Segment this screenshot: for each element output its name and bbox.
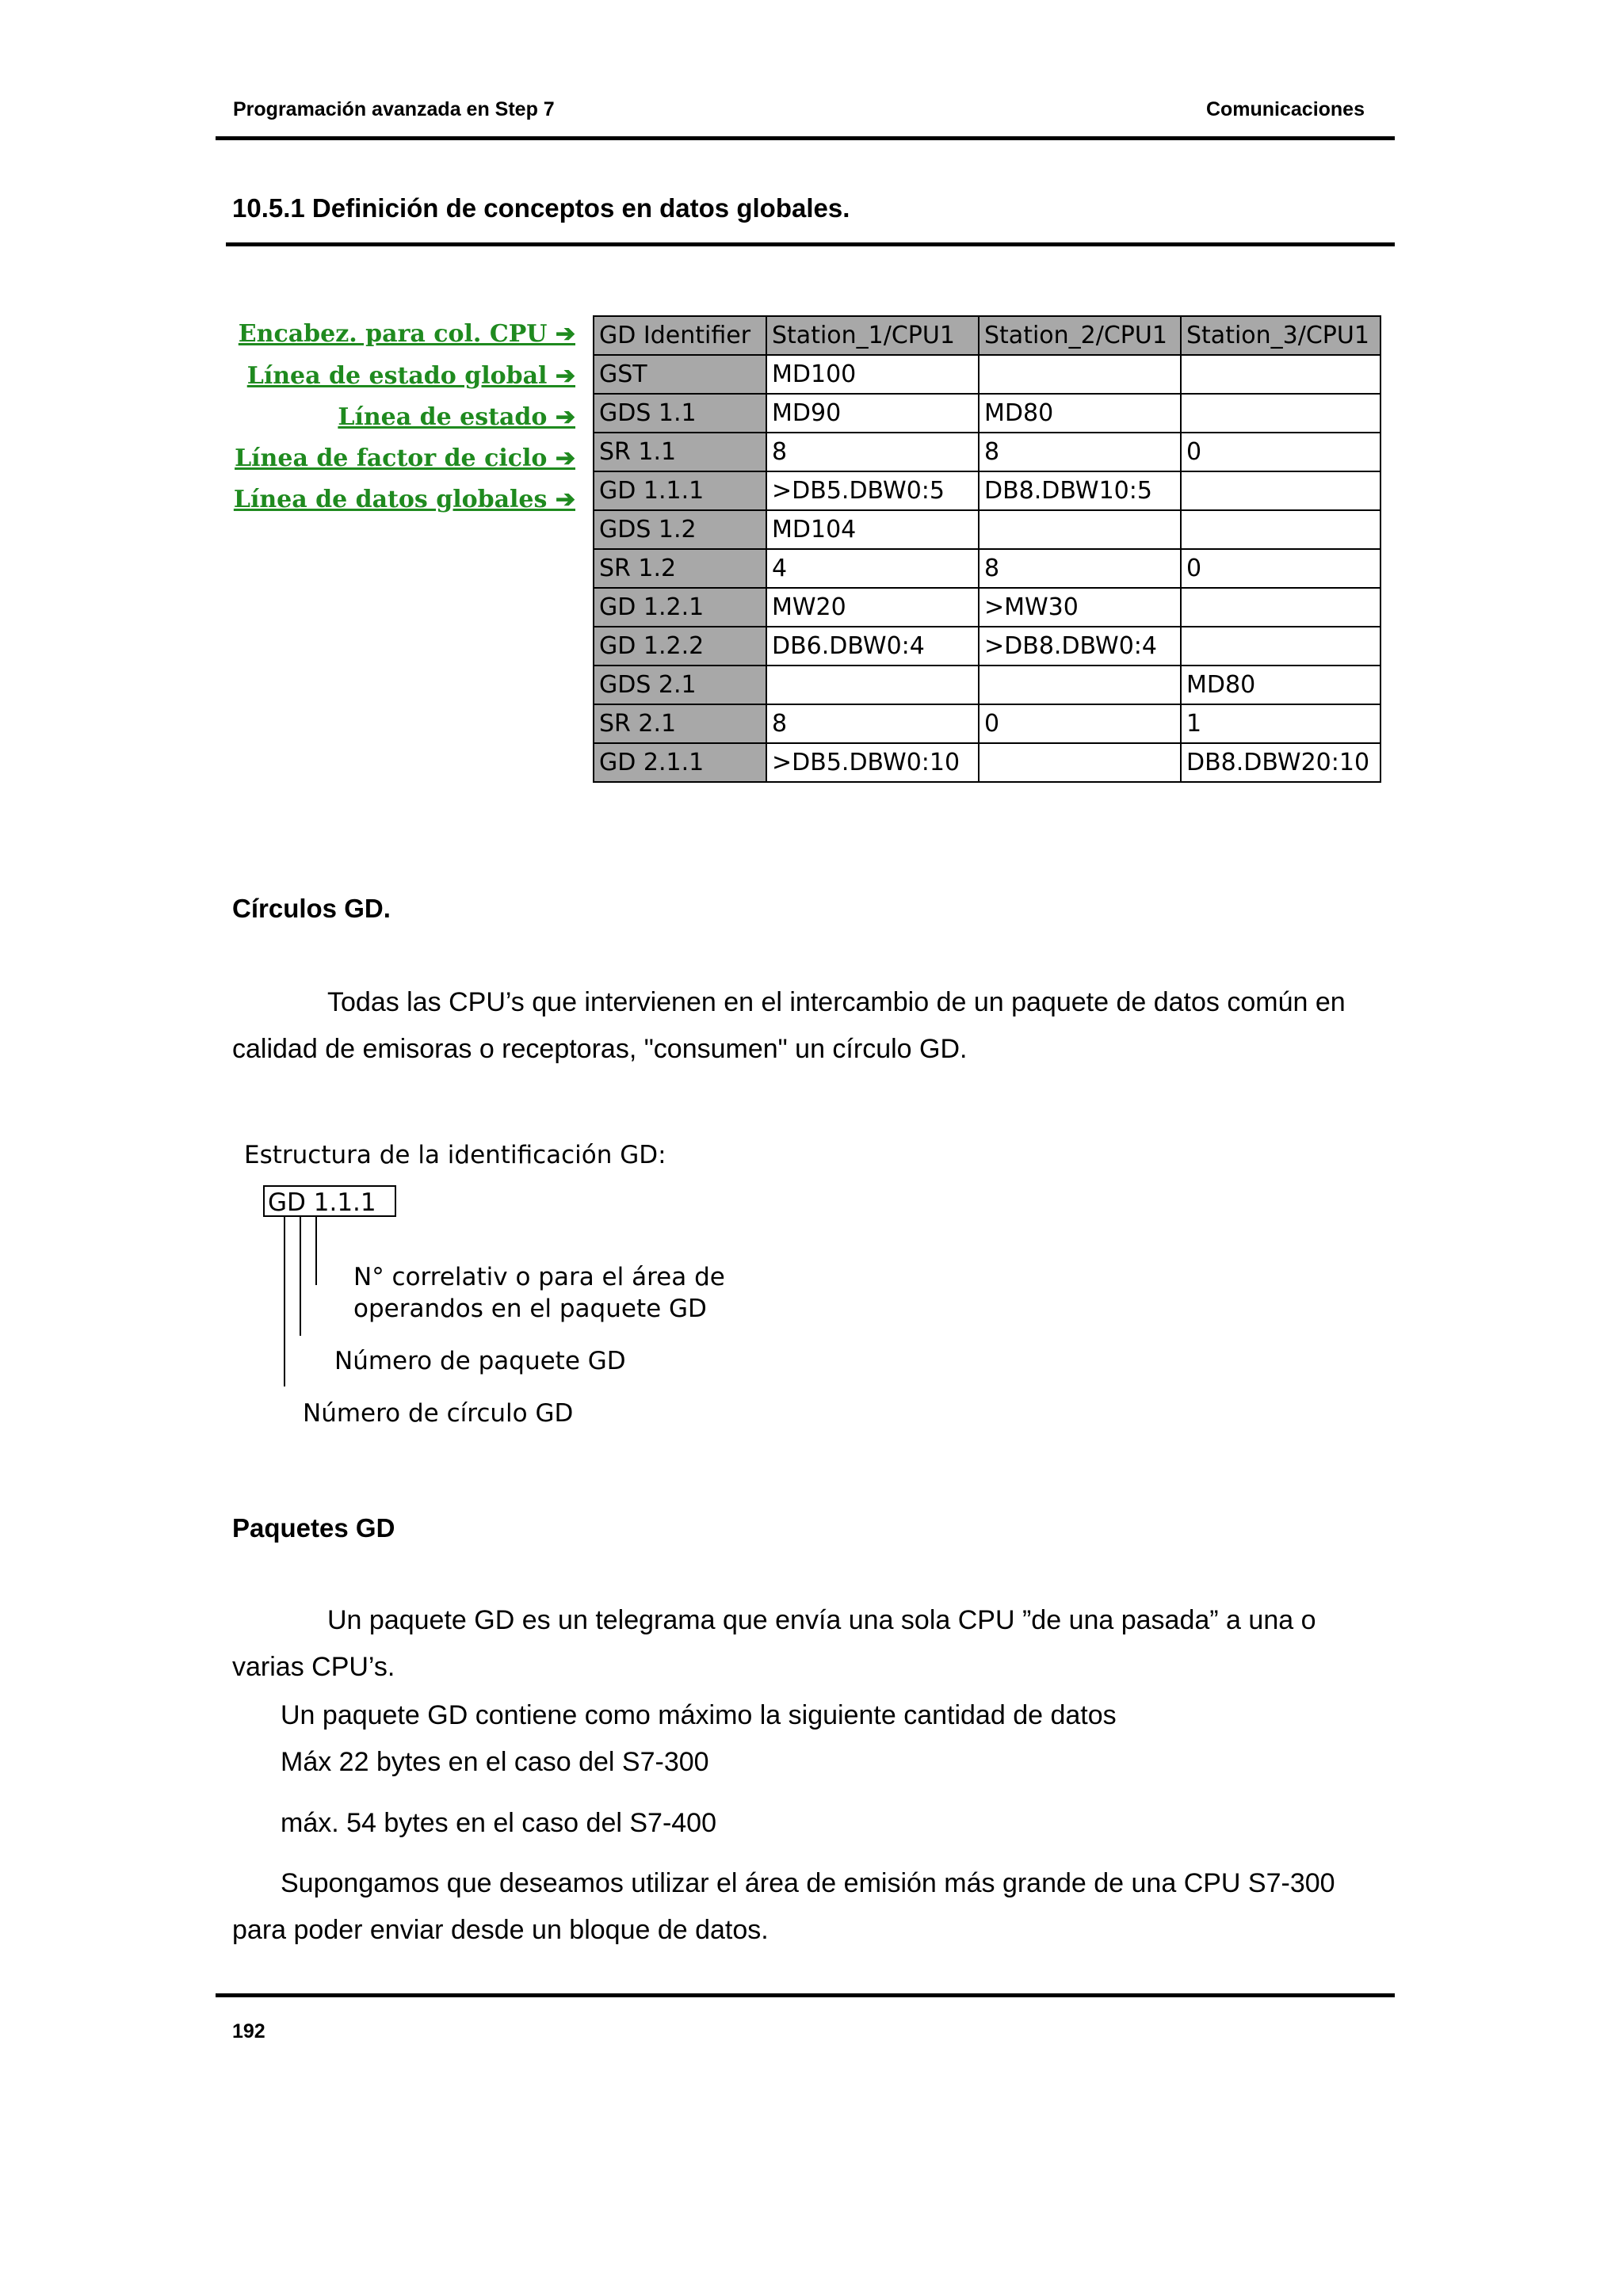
paquetes-line-s7-300: Máx 22 bytes en el caso del S7-300 [281, 1747, 709, 1777]
table-cell: >MW30 [979, 588, 1181, 627]
table-header-cell: GD Identifier [594, 316, 766, 355]
table-cell: MD100 [766, 355, 979, 394]
legend-item-cpu-header: Encabez. para col. CPU ➔ [238, 320, 575, 348]
table-cell: MD80 [1181, 666, 1381, 704]
legend-item-global-data: Línea de datos globales ➔ [233, 486, 575, 513]
table-row [594, 471, 1381, 510]
table-row [594, 588, 1381, 627]
table-row [594, 549, 1381, 588]
paquetes-paragraph [232, 1597, 1391, 1691]
table-cell [1181, 588, 1381, 627]
circulos-paragraph-line-2: calidad de emisoras o receptoras, "consumen" un círculo GD. [232, 1034, 968, 1064]
table-cell [1181, 355, 1381, 394]
table-cell [979, 355, 1181, 394]
table-cell: >DB5.DBW0:5 [766, 471, 979, 510]
table-cell: GDS 2.1 [594, 666, 766, 704]
diagram-line-packet [300, 1217, 301, 1336]
table-cell: 8 [979, 549, 1181, 588]
table-cell: GDS 1.2 [594, 510, 766, 549]
paquetes-paragraph-2-line-2: para poder enviar desde un bloque de datos. [232, 1915, 769, 1945]
diagram-label-packet: Número de paquete GD [334, 1347, 626, 1375]
table-row [594, 394, 1381, 433]
table-row [594, 433, 1381, 471]
legend-item-global-status: Línea de estado global ➔ [246, 362, 575, 390]
table-cell [1181, 471, 1381, 510]
header-right: Comunicaciones [1205, 98, 1365, 120]
table-header-row [594, 316, 1381, 355]
table-cell: MD90 [766, 394, 979, 433]
table-cell: DB8.DBW10:5 [979, 471, 1181, 510]
header-left: Programación avanzada en Step 7 [233, 98, 555, 120]
table-cell: GD 1.1.1 [594, 471, 766, 510]
diagram-title: Estructura de la identificación GD: [244, 1141, 666, 1169]
table-cell [766, 666, 979, 704]
table-cell: 4 [766, 549, 979, 588]
table-row [594, 627, 1381, 666]
paquetes-line-max-data: Un paquete GD contiene como máximo la siguiente cantidad de datos [281, 1700, 1117, 1730]
table-cell: 0 [979, 704, 1181, 743]
table-row [594, 355, 1381, 394]
table-cell: >DB8.DBW0:4 [979, 627, 1181, 666]
gd-table [593, 315, 1381, 783]
table-cell: >DB5.DBW0:10 [766, 743, 979, 782]
diagram-label-operand-2: operandos en el paquete GD [353, 1295, 707, 1323]
table-cell: MD80 [979, 394, 1181, 433]
table-cell: 8 [979, 433, 1181, 471]
table-cell [1181, 510, 1381, 549]
table-cell [979, 666, 1181, 704]
table-header-cell: Station_3/CPU1 [1181, 316, 1381, 355]
diagram-label-circle: Número de círculo GD [303, 1399, 574, 1428]
table-row [594, 704, 1381, 743]
paquetes-paragraph-2-line-1: Supongamos que deseamos utilizar el área de emisión más grande de una CPU S7-300 [281, 1868, 1335, 1898]
table-cell: MD104 [766, 510, 979, 549]
table-row [594, 510, 1381, 549]
table-cell: GST [594, 355, 766, 394]
paquetes-line-s7-400: máx. 54 bytes en el caso del S7-400 [281, 1808, 716, 1838]
circulos-paragraph-line-1: Todas las CPU’s que intervienen en el intercambio de un paquete de datos común en [327, 987, 1346, 1017]
diagram-line-circle [284, 1217, 285, 1386]
table-cell [979, 743, 1181, 782]
table-cell: DB6.DBW0:4 [766, 627, 979, 666]
table-cell: DB8.DBW20:10 [1181, 743, 1381, 782]
circulos-paragraph [232, 979, 1391, 1073]
paquetes-paragraph-line-1: Un paquete GD es un telegrama que envía una sola CPU ”de una pasada” a una o [327, 1605, 1316, 1635]
diagram-line-operand [315, 1217, 317, 1285]
footer-rule [216, 1993, 1395, 1997]
table-cell: GD 1.2.2 [594, 627, 766, 666]
table-cell [1181, 627, 1381, 666]
table-cell: 8 [766, 704, 979, 743]
table-cell [1181, 394, 1381, 433]
legend-item-status: Línea de estado ➔ [338, 403, 575, 431]
diagram-gd-box: GD 1.1.1 [263, 1185, 396, 1217]
table-header-cell: Station_2/CPU1 [979, 316, 1181, 355]
table-cell: 0 [1181, 433, 1381, 471]
table-cell: MW20 [766, 588, 979, 627]
diagram-label-operand-1: N° correlativ o para el área de [353, 1263, 725, 1291]
legend-item-cycle-factor: Línea de factor de ciclo ➔ [235, 444, 575, 472]
gd-structure-diagram [238, 1133, 792, 1450]
table-row [594, 666, 1381, 704]
table-cell: SR 2.1 [594, 704, 766, 743]
section-rule [226, 242, 1395, 246]
table-cell: GDS 1.1 [594, 394, 766, 433]
paquetes-heading: Paquetes GD [232, 1513, 395, 1543]
circulos-heading: Círculos GD. [232, 894, 391, 923]
page-number: 192 [232, 2020, 265, 2042]
table-cell [979, 510, 1181, 549]
table-cell: 1 [1181, 704, 1381, 743]
table-cell: 8 [766, 433, 979, 471]
table-cell: GD 1.2.1 [594, 588, 766, 627]
paquetes-paragraph-line-2: varias CPU’s. [232, 1652, 395, 1682]
paquetes-paragraph-2 [232, 1860, 1391, 1954]
section-title: 10.5.1 Definición de conceptos en datos globales. [232, 193, 850, 223]
header-rule [216, 136, 1395, 140]
table-row [594, 743, 1381, 782]
table-header-cell: Station_1/CPU1 [766, 316, 979, 355]
table-cell: SR 1.1 [594, 433, 766, 471]
table-cell: SR 1.2 [594, 549, 766, 588]
table-cell: 0 [1181, 549, 1381, 588]
table-cell: GD 2.1.1 [594, 743, 766, 782]
